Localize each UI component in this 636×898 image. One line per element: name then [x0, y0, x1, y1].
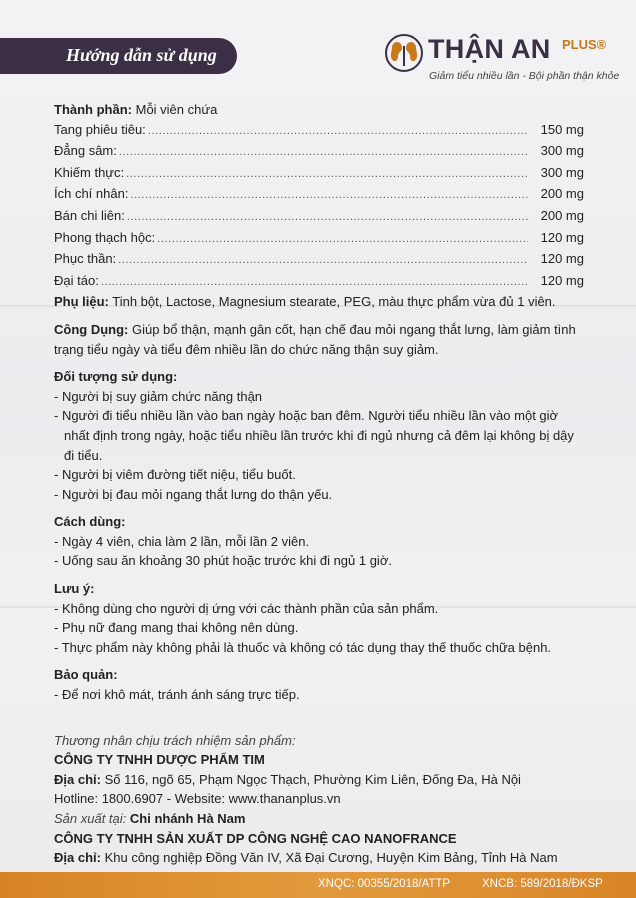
usage-heading: Cách dùng: — [54, 514, 126, 530]
storage-list — [54, 685, 584, 705]
ingredient-name: Bán chi liên: — [54, 207, 125, 223]
ingredient-row — [54, 184, 584, 206]
list-item: - Uống sau ăn khoảng 30 phút hoặc trước khi đi ngủ 1 giờ. — [54, 553, 392, 569]
target-list — [54, 387, 584, 505]
ingredient-dose: 300 mg — [540, 164, 584, 180]
list-item: - Ngày 4 viên, chia làm 2 lần, mỗi lần 2 viên. — [54, 533, 310, 549]
leader-dots — [148, 122, 528, 142]
ingredient-row — [54, 163, 584, 185]
manufacturer-address: Địa chỉ: Khu công nghiệp Đồng Văn IV, Xã Đại Cương, Huyện Kim Bảng, Tỉnh Hà Nam — [54, 850, 558, 866]
ingredient-name: Phong thạch hộc: — [54, 229, 156, 245]
leader-dots — [130, 186, 528, 206]
usage-list — [54, 532, 584, 571]
xnqc-code: XNQC: 00355/2018/ATTP — [318, 878, 451, 890]
list-item: - Thực phẩm này không phải là thuốc và không có tác dụng thay thế thuốc chữa bệnh. — [54, 639, 552, 655]
notes-list — [54, 599, 584, 658]
list-item: - Để nơi khô mát, tránh ánh sáng trực tiếp. — [54, 687, 300, 703]
ingredient-dose: 120 mg — [540, 251, 584, 267]
list-item: - Người bị viêm đường tiết niệu, tiểu buốt. — [54, 467, 296, 483]
ingredient-name: Tang phiêu tiêu: — [54, 121, 146, 137]
ingredient-dose: 150 mg — [540, 121, 584, 137]
section-header — [0, 38, 237, 74]
xncb-code: XNCB: 589/2018/ĐKSP — [482, 878, 603, 890]
made-at: Sản xuất tại: Chi nhánh Hà Nam — [54, 811, 246, 826]
ingredient-row — [54, 120, 584, 142]
storage-heading: Bảo quản: — [54, 667, 118, 683]
ingredient-row — [54, 141, 584, 163]
ingredient-name: Phục thần: — [54, 251, 117, 267]
leader-dots — [157, 230, 528, 250]
ingredient-name: Khiếm thực: — [54, 164, 125, 180]
list-item: - Người bị suy giảm chức năng thận — [54, 388, 263, 404]
kidney-icon — [384, 34, 424, 72]
brand-tagline: Giảm tiểu nhiều lần - Bội phần thận khỏe — [429, 70, 620, 82]
ingredient-dose: 120 mg — [540, 272, 584, 288]
list-item: - Không dùng cho người dị ứng với các thành phần của sản phẩm. — [54, 600, 439, 616]
leader-dots — [126, 165, 528, 185]
brand-name: THẬN AN — [428, 34, 551, 64]
ingredient-name: Đại táo: — [54, 272, 99, 288]
list-item: - Người đi tiểu nhiều lần vào ban ngày hoặc ban đêm. Người tiểu nhiều lần vào một giờ nhất định trong ngày, hoặc tiểu nhiều lần trước khi đi ngủ nhưng cả đêm lại không bị dậy đi tiểu. — [54, 408, 574, 463]
leader-dots — [118, 251, 528, 271]
target-heading: Đối tượng sử dụng: — [54, 369, 178, 385]
uses-section: Công Dụng: Giúp bổ thận, mạnh gân cốt, hạn chế đau mỏi ngang thắt lưng, làm giảm tình trạng tiểu ngày và tiểu đêm nhiều lần do chức năng thận suy giảm. — [54, 321, 576, 357]
ingredient-list — [54, 120, 584, 293]
footer-bar — [0, 872, 636, 898]
ingredient-name: Đẳng sâm: — [54, 143, 117, 159]
ingredient-row — [54, 271, 584, 293]
ingredient-dose: 300 mg — [540, 143, 584, 159]
responsible-label: Thương nhân chịu trách nhiệm sản phẩm: — [54, 732, 296, 748]
ingredient-name: Ích chí nhân: — [54, 186, 129, 202]
ingredients-heading: Thành phần: Mỗi viên chứa — [54, 102, 218, 117]
manufacturer-name: CÔNG TY TNHH SẢN XUẤT DP CÔNG NGHỆ CAO NANOFRANCE — [54, 830, 457, 846]
brand-plus: PLUS® — [562, 37, 607, 52]
ingredient-row — [54, 249, 584, 271]
ingredient-dose: 200 mg — [540, 186, 584, 202]
company-address: Địa chỉ: Số 116, ngõ 65, Phạm Ngọc Thạch, Phường Kim Liên, Đống Đa, Hà Nội — [54, 771, 521, 787]
notes-heading: Lưu ý: — [54, 581, 95, 597]
excipients: Phụ liệu: Tinh bột, Lactose, Magnesium stearate, PEG, màu thực phẩm vừa đủ 1 viên. — [54, 294, 556, 310]
company-name: CÔNG TY TNHH DƯỢC PHẨM TIM — [54, 752, 265, 768]
leader-dots — [101, 273, 528, 293]
ingredient-row — [54, 228, 584, 250]
brand-logo-block — [384, 28, 630, 88]
ingredient-dose: 200 mg — [540, 207, 584, 223]
list-item: - Người bị đau mỏi ngang thắt lưng do thận yếu. — [54, 486, 333, 502]
leader-dots — [127, 208, 528, 228]
header-title: Hướng dẫn sử dụng — [66, 45, 217, 65]
ingredient-row — [54, 206, 584, 228]
company-contact: Hotline: 1800.6907 - Website: www.thananplus.vn — [54, 791, 341, 807]
ingredient-dose: 120 mg — [540, 229, 584, 245]
instructions-content — [54, 100, 584, 868]
leader-dots — [119, 143, 528, 163]
list-item: - Phụ nữ đang mang thai không nên dùng. — [54, 620, 299, 636]
